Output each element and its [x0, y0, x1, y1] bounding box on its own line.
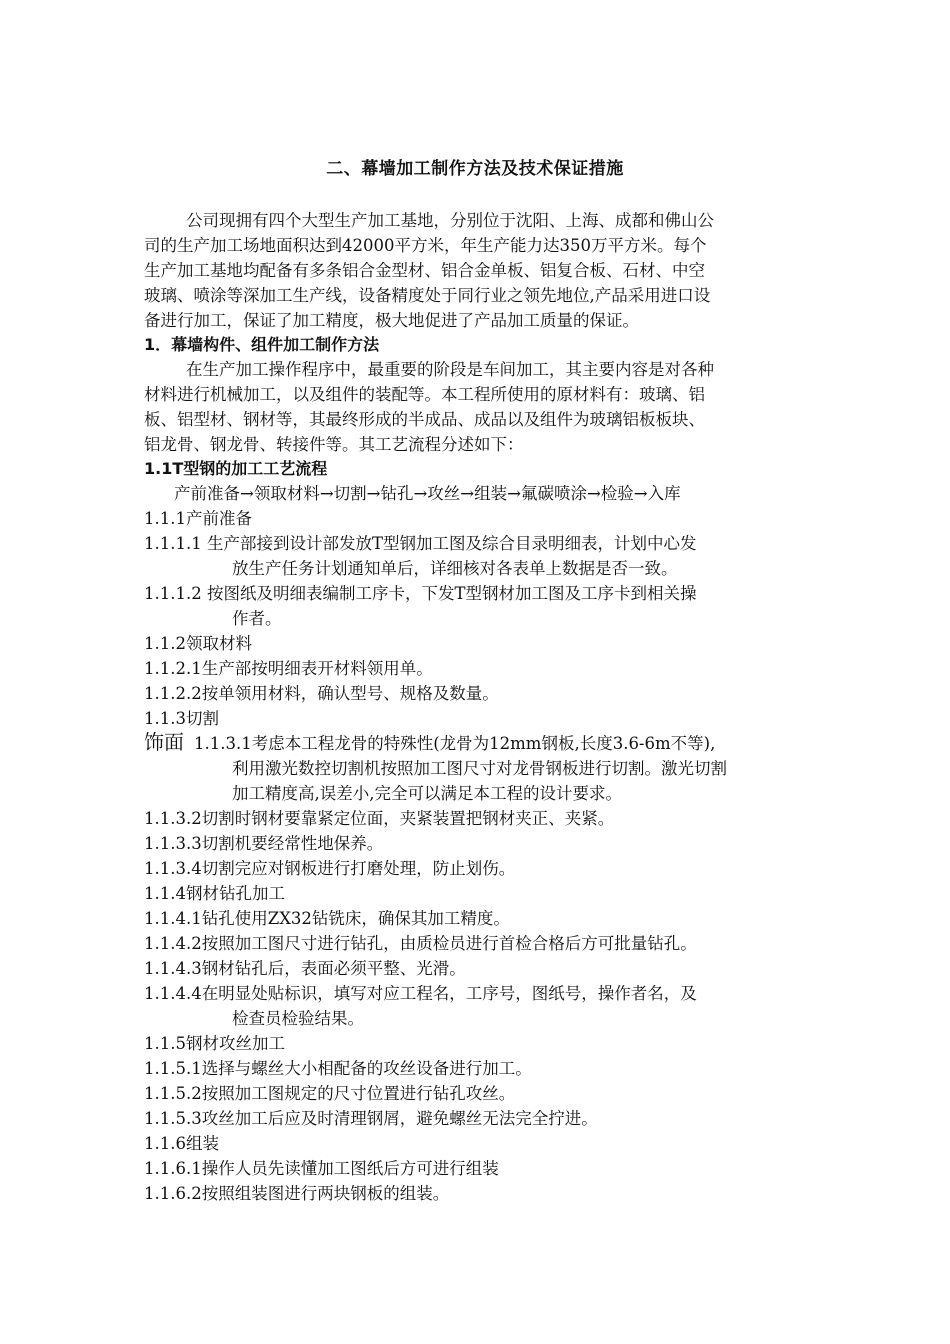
section-para-line: 铝龙骨、钢龙骨、转接件等。其工艺流程分述如下：	[144, 435, 524, 454]
page-title: 二、幕墙加工制作方法及技术保证措施	[326, 159, 624, 179]
clause-line: 1.1.3.4切割完应对钢板进行打磨处理，防止划伤。	[144, 859, 516, 878]
section-para-line: 材料进行机械加工，以及组件的装配等。本工程所使用的原材料有：玻璃、铝	[144, 385, 705, 404]
section-heading: 1．幕墙构件、组件加工制作方法	[144, 335, 380, 354]
clause-line: 检查员检验结果。	[232, 1009, 364, 1028]
intro-line: 生产加工基地均配备有多条铝合金型材、铝合金单板、铝复合板、石材、中空	[144, 261, 705, 280]
clause-line: 1.1.4.2按照加工图尺寸进行钻孔，由质检员进行首检合格后方可批量钻孔。	[144, 934, 697, 953]
clause-heading: 1.1.4钢材钻孔加工	[144, 884, 285, 903]
intro-line: 司的生产加工场地面积达到42000平方米，年生产能力达350万平方米。每个	[144, 236, 707, 255]
clause-line: 1.1.3.3切割机要经常性地保养。	[144, 834, 384, 853]
clause-line: 利用激光数控切割机按照加工图尺寸对龙骨钢板进行切割。激光切割	[232, 759, 727, 778]
intro-line: 玻璃、喷涂等深加工生产线，设备精度处于同行业之领先地位,产品采用进口设	[144, 286, 711, 305]
clause-line: 1.1.5.2按照加工图规定的尺寸位置进行钻孔攻丝。	[144, 1084, 516, 1103]
clause-line: 1.1.3.2切割时钢材要靠紧定位面，夹紧装置把钢材夹正、夹紧。	[144, 809, 615, 828]
section-para-line: 在生产加工操作程序中，最重要的阶段是车间加工，其主要内容是对各种	[186, 360, 714, 379]
clause-line: 放生产任务计划通知单后，详细核对各表单上数据是否一致。	[232, 559, 678, 578]
clause-line: 1.1.6.1操作人员先读懂加工图纸后方可进行组装	[144, 1159, 499, 1178]
clause-line: 加工精度高,误差小,完全可以满足本工程的设计要求。	[232, 784, 622, 803]
clause-line: 1.1.4.3钢材钻孔后，表面必须平整、光滑。	[144, 959, 466, 978]
stray-text: 饰面	[144, 730, 184, 754]
section-para-line: 板、铝型材、钢材等，其最终形成的半成品、成品以及组件为玻璃铝板板块、	[144, 410, 705, 429]
clause-line: 1.1.5.3攻丝加工后应及时清理钢屑，避免螺丝无法完全拧进。	[144, 1109, 598, 1128]
clause-line: 1.1.1.1 生产部接到设计部发放T型钢加工图及综合目录明细表，计划中心发	[144, 534, 697, 553]
clause-line: 1.1.2.2按单领用材料，确认型号、规格及数量。	[144, 684, 499, 703]
clause-line: 1.1.5.1选择与螺丝大小相配备的攻丝设备进行加工。	[144, 1059, 532, 1078]
clause-line: 1.1.2.1生产部按明细表开材料领用单。	[144, 659, 433, 678]
subsection-heading: 1.1T型钢的加工工艺流程	[144, 459, 328, 478]
clause-line: 作者。	[232, 609, 282, 628]
clause-heading: 1.1.5钢材攻丝加工	[144, 1034, 285, 1053]
clause-line: 1.1.4.4在明显处贴标识，填写对应工程名，工序号，图纸号，操作者名，及	[144, 984, 697, 1003]
clause-line: 1.1.3.1考虑本工程龙骨的特殊性(龙骨为12mm钢板,长度3.6-6m不等),	[194, 734, 716, 753]
intro-line: 公司现拥有四个大型生产加工基地，分别位于沈阳、上海、成都和佛山公	[186, 211, 714, 230]
process-flow: 产前准备→领取材料→切割→钻孔→攻丝→组装→氟碳喷涂→检验→入库	[174, 484, 681, 503]
clause-line: 1.1.6.2按照组装图进行两块钢板的组装。	[144, 1184, 450, 1203]
clause-line: 1.1.1.2 按图纸及明细表编制工序卡，下发T型钢材加工图及工序卡到相关操	[144, 584, 697, 603]
clause-line: 1.1.4.1钻孔使用ZX32钻铣床，确保其加工精度。	[144, 909, 510, 928]
clause-heading: 1.1.1产前准备	[144, 509, 252, 528]
clause-heading: 1.1.6组装	[144, 1134, 219, 1153]
clause-heading: 1.1.2领取材料	[144, 634, 252, 653]
intro-line: 备进行加工，保证了加工精度，极大地促进了产品加工质量的保证。	[144, 311, 639, 330]
clause-heading: 1.1.3切割	[144, 709, 219, 728]
